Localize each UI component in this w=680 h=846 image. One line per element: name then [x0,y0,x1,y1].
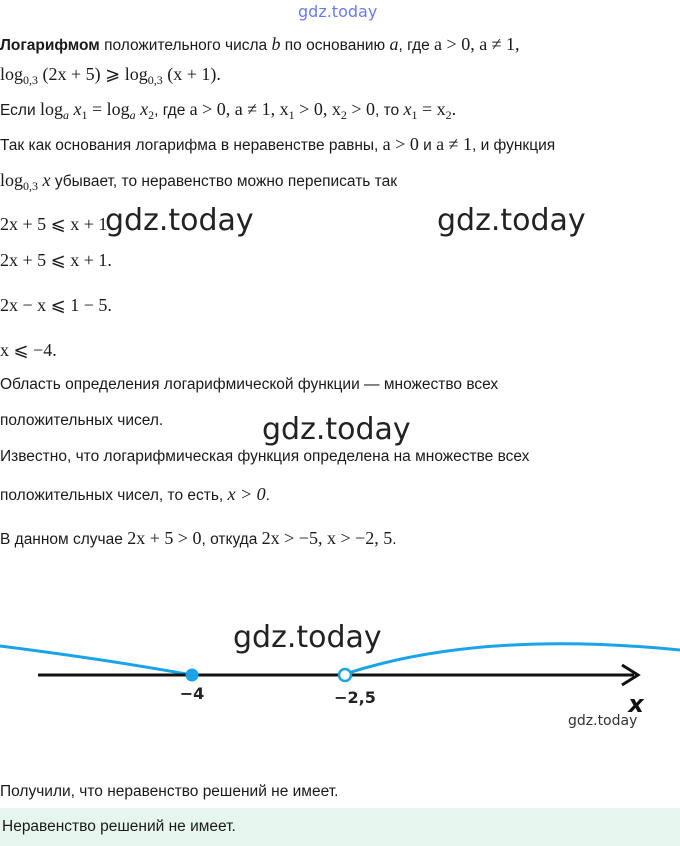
axis-label: x [628,690,644,718]
expr: = log [87,99,130,119]
sub: 2 [340,108,347,122]
property-line [0,99,680,123]
text: . [392,531,397,548]
base: 0,3 [23,73,39,87]
condition: a > 0, a ≠ 1, [434,34,520,54]
point-minus-4 [186,669,198,681]
sub: 2 [148,108,155,122]
base: 0,3 [23,179,39,193]
domain-text-2: положительных чисел. [0,412,164,429]
equation-4: x ⩽ −4. [0,340,57,360]
var: x [68,99,82,119]
expr: (x + 1). [162,64,221,84]
text: убывает, то неравенство можно переписать так [50,173,397,190]
expr: . [451,99,457,119]
text: положительного числа [99,37,272,54]
expr: (2x + 5) ⩾ log [38,64,148,84]
log: log [0,64,24,84]
var: x [135,99,149,119]
expr: = x [417,99,446,119]
text: , где [398,37,435,54]
var: x [403,99,412,119]
conclusion-text: Получили, что неравенство решений не имеет. [0,783,339,800]
watermark: gdz.today [437,203,586,238]
base: 0,3 [147,73,163,87]
domain-text-3: Известно, что логарифмическая функция определена на множестве всех [0,448,530,465]
watermark: gdz.today [262,412,411,447]
text: и [418,137,437,154]
domain-text-4 [0,484,680,505]
text: Так как основания логарифма в неравенстве равны, [0,137,383,154]
var-a: a [389,34,399,54]
point2-label: −2,5 [334,688,376,707]
expr: > 0, x [294,99,341,119]
expr: 2x + 5 > 0 [127,528,202,548]
bold-term: Логарифмом [0,37,100,54]
watermark: gdz.today [233,620,382,655]
expr: x > 0 [227,484,266,504]
var-b: b [271,34,281,54]
watermark-top: gdz.today [298,2,378,21]
expr: a > 0 [382,134,419,154]
expr: > 0 [346,99,375,119]
sub: 2 [445,108,452,122]
sub: 1 [411,108,418,122]
text: , откуда [201,531,262,548]
solution-curve-left [0,646,192,675]
text: В данном случае [0,531,128,548]
equation-1: 2x + 5 ⩽ x + 1 [0,214,108,234]
point-minus-2-5 [339,669,351,681]
expr: 2x > −5, x > −2, 5 [261,528,393,548]
text: . [265,487,270,504]
equation-3: 2x − x ⩽ 1 − 5. [0,295,112,315]
text: Если [0,102,40,119]
text: , и функция [471,137,556,154]
text: , где [154,102,190,119]
answer-box: Неравенство решений не имеет. [0,808,680,846]
log: log [0,170,24,190]
var: x [38,170,51,190]
base: a [129,108,136,122]
explanation-line [0,134,680,155]
domain-text-1: Область определения логарифмической функции — множество всех [0,376,499,393]
expr: a > 0, a ≠ 1, x [189,99,289,119]
case-line [0,528,680,549]
text: по основанию [280,37,390,54]
decreasing-line [0,170,680,194]
log: log [39,99,63,119]
sub: 1 [288,108,295,122]
inequality-line [0,64,680,88]
equation-2: 2x + 5 ⩽ x + 1. [0,250,112,270]
base: a [62,108,69,122]
point1-label: −4 [179,684,205,703]
text: положительных чисел, то есть, [0,487,228,504]
text: , то [374,102,404,119]
sub: 1 [81,108,88,122]
watermark: gdz.today [105,203,254,238]
definition-line [0,34,680,55]
watermark-small: gdz.today [568,713,638,729]
expr: a ≠ 1 [436,134,472,154]
